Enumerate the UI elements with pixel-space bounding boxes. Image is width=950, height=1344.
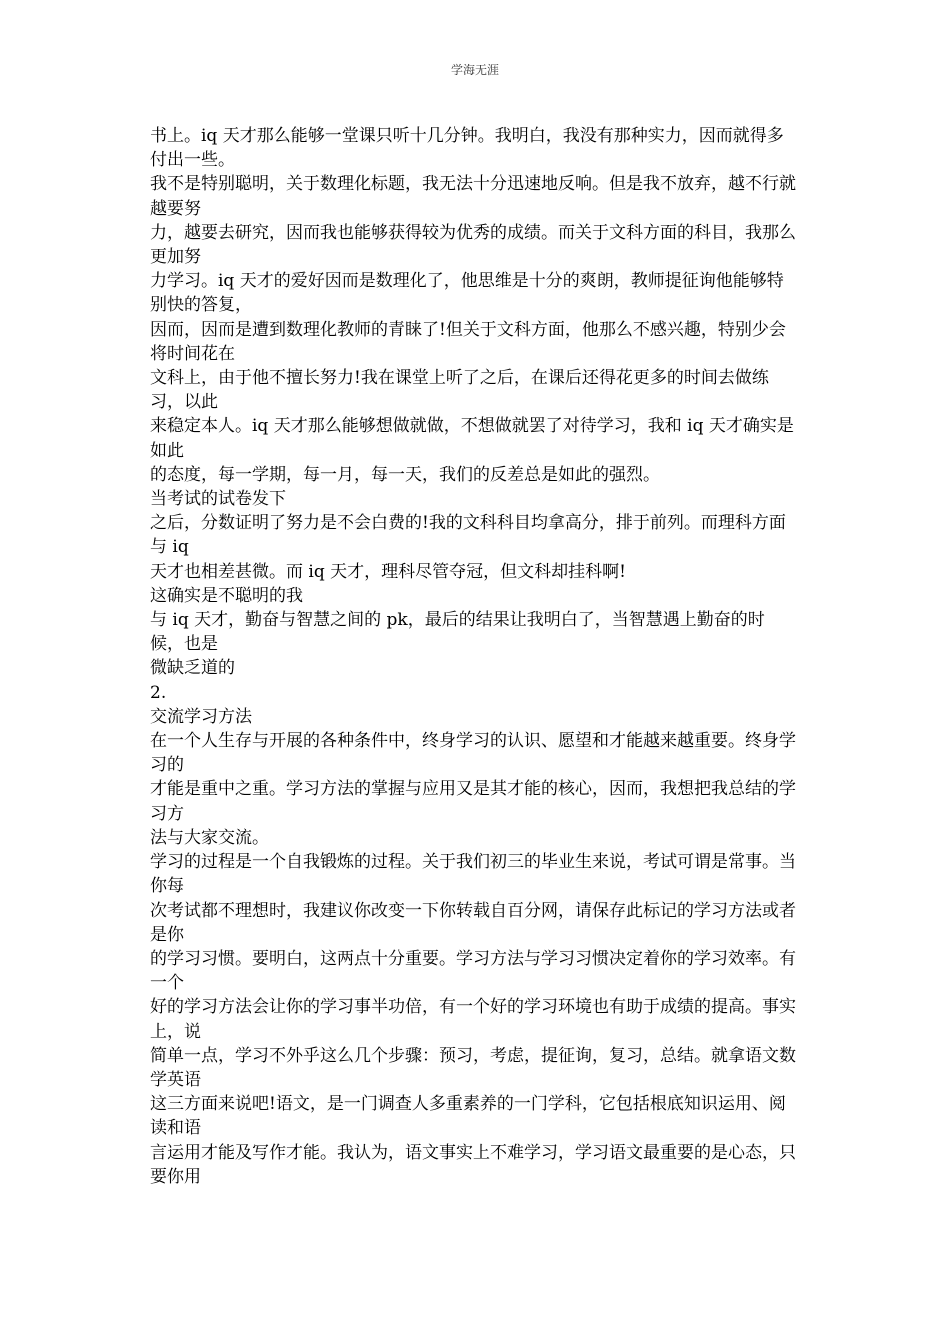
section-number: 2. xyxy=(150,682,167,703)
text-line: 才能是重中之重。学习方法的掌握与应用又是其才能的核心，因而，我想把我总结的学习方 xyxy=(150,779,796,824)
document-body xyxy=(150,124,796,1189)
text-line: 文科上，由于他不擅长努力!我在课堂上听了之后，在课后还得花更多的时间去做练习，以此 xyxy=(150,368,769,413)
text-line: 来稳定本人。iq 天才那么能够想做就做，不想做就罢了对待学习，我和 iq 天才确实是如此 xyxy=(150,416,794,461)
text-line: 的学习习惯。要明白，这两点十分重要。学习方法与学习习惯决定着你的学习效率。有一个 xyxy=(150,948,796,994)
text-line: 因而，因而是遭到数理化教师的青睐了!但关于文科方面，他那么不感兴趣，特别少会将时间花在 xyxy=(150,319,786,364)
text-line: 与 iq 天才，勤奋与智慧之间的 pk，最后的结果让我明白了，当智慧遇上勤奋的时候，也是 xyxy=(150,610,765,655)
text-line: 在一个人生存与开展的各种条件中，终身学习的认识、愿望和才能越来越重要。终身学习的 xyxy=(150,731,796,776)
text-line: 力，越要去研究，因而我也能够获得较为优秀的成绩。而关于文科方面的科目，我那么更加努 xyxy=(150,222,796,268)
section-heading: 交流学习方法 xyxy=(150,706,252,727)
text-line: 之后，分数证明了努力是不会白费的!我的文科科目均拿高分，排于前列。而理科方面与 iq xyxy=(150,513,786,558)
text-line: 好的学习方法会让你的学习事半功倍，有一个好的学习环境也有助于成绩的提高。事实上，说 xyxy=(150,997,796,1042)
page-header: 学海无涯 xyxy=(450,63,499,77)
text-line: 微缺乏道的 xyxy=(150,658,235,679)
text-line: 我不是特别聪明，关于数理化标题，我无法十分迅速地反响。但是我不放弃，越不行就越要努 xyxy=(150,174,796,219)
text-line: 这确实是不聪明的我 xyxy=(150,585,303,606)
text-line: 书上。iq 天才那么能够一堂课只听十几分钟。我明白，我没有那种实力，因而就得多付出一些。 xyxy=(150,126,784,171)
text-line: 学习的过程是一个自我锻炼的过程。关于我们初三的毕业生来说，考试可谓是常事。当你每 xyxy=(150,852,796,897)
text-line: 天才也相差甚微。而 iq 天才，理科尽管夺冠，但文科却挂科啊! xyxy=(150,561,626,582)
text-line: 力学习。iq 天才的爱好因而是数理化了，他思维是十分的爽朗，教师提征询他能够特别快的答复， xyxy=(150,271,784,316)
text-line: 这三方面来说吧!语文，是一门调查人多重素养的一门学科，它包括根底知识运用、阅读和语 xyxy=(150,1094,786,1139)
text-line: 的态度，每一学期，每一月，每一天，我们的反差总是如此的强烈。 xyxy=(150,464,660,485)
text-line: 次考试都不理想时，我建议你改变一下你转载自百分网，请保存此标记的学习方法或者是你 xyxy=(150,900,796,945)
text-line: 法与大家交流。 xyxy=(150,827,269,848)
text-line: 言运用才能及写作才能。我认为，语文事实上不难学习，学习语文最重要的是心态，只要你用 xyxy=(150,1142,796,1187)
text-line: 简单一点，学习不外乎这么几个步骤：预习，考虑，提征询，复习，总结。就拿语文数学英语 xyxy=(150,1045,796,1090)
text-line: 当考试的试卷发下 xyxy=(150,489,286,510)
